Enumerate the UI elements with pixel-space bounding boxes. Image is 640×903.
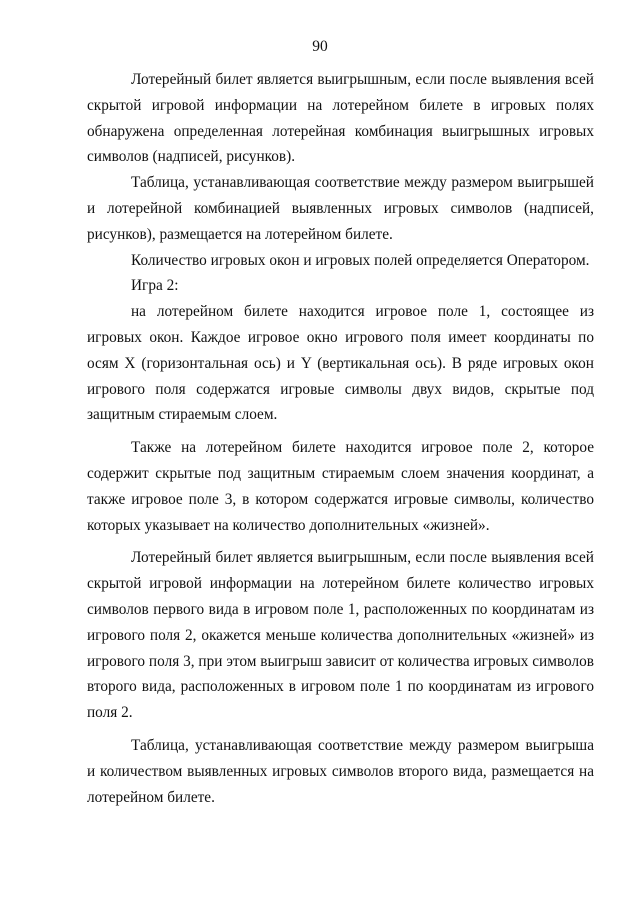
page-body (87, 67, 594, 810)
page-number: 90 (312, 38, 328, 55)
paragraph-prize-table-1: Таблица, устанавливающая соответствие между размером выигрышей и лотерейной комбинацией выявленных игровых символов (надписей, рисунков), размещается на лотерейном билете. (87, 174, 594, 243)
paragraph-game-fields-2-3: Также на лотерейном билете находится игровое поле 2, которое содержит скрытые под защитным стираемым слоем значения координат, а также игровое поле 3, в котором содержатся игровые символы, количество которых указывает на количество дополнительных «жизней». (87, 439, 594, 534)
paragraph-prize-table-2: Таблица, устанавливающая соответствие между размером выигрыша и количеством выявленных игровых символов второго вида, размещается на лотерейном билете. (87, 736, 594, 806)
paragraph-fields-count: Количество игровых окон и игровых полей определяется Оператором. (131, 251, 590, 269)
paragraph-winning-condition-intro: Лотерейный билет является выигрышным, если после выявления всей скрытой игровой информации на лотерейном билете в игровых полях обнаружена определенная лотерейная комбинация выигрышных игровых символов (надписей, рисунков). (87, 71, 594, 166)
paragraph-game-field-1: на лотерейном билете находится игровое поле 1, состоящее из игровых окон. Каждое игровое окно игрового поля имеет координаты по осям X (горизонтальная ось) и Y (вертикальная ось). В ряде игровых окон игрового поля содержатся игровые символы двух видов, скрытые под защитным стираемым слоем. (87, 303, 594, 424)
paragraph-game-2-heading: Игра 2: (131, 277, 179, 295)
paragraph-winning-condition-game-2: Лотерейный билет является выигрышным, если после выявления всей скрытой игровой информации на лотерейном билете количество игровых символов первого вида в игровом поле 1, расположенных по координатам из игрового поля 2, окажется меньше количества дополнительных «жизней» из игрового поля 3, при этом выигрыш зависит от количества игровых символов второго вида, расположенных в игровом поле 1 по координатам из игрового поля 2. (87, 549, 594, 722)
